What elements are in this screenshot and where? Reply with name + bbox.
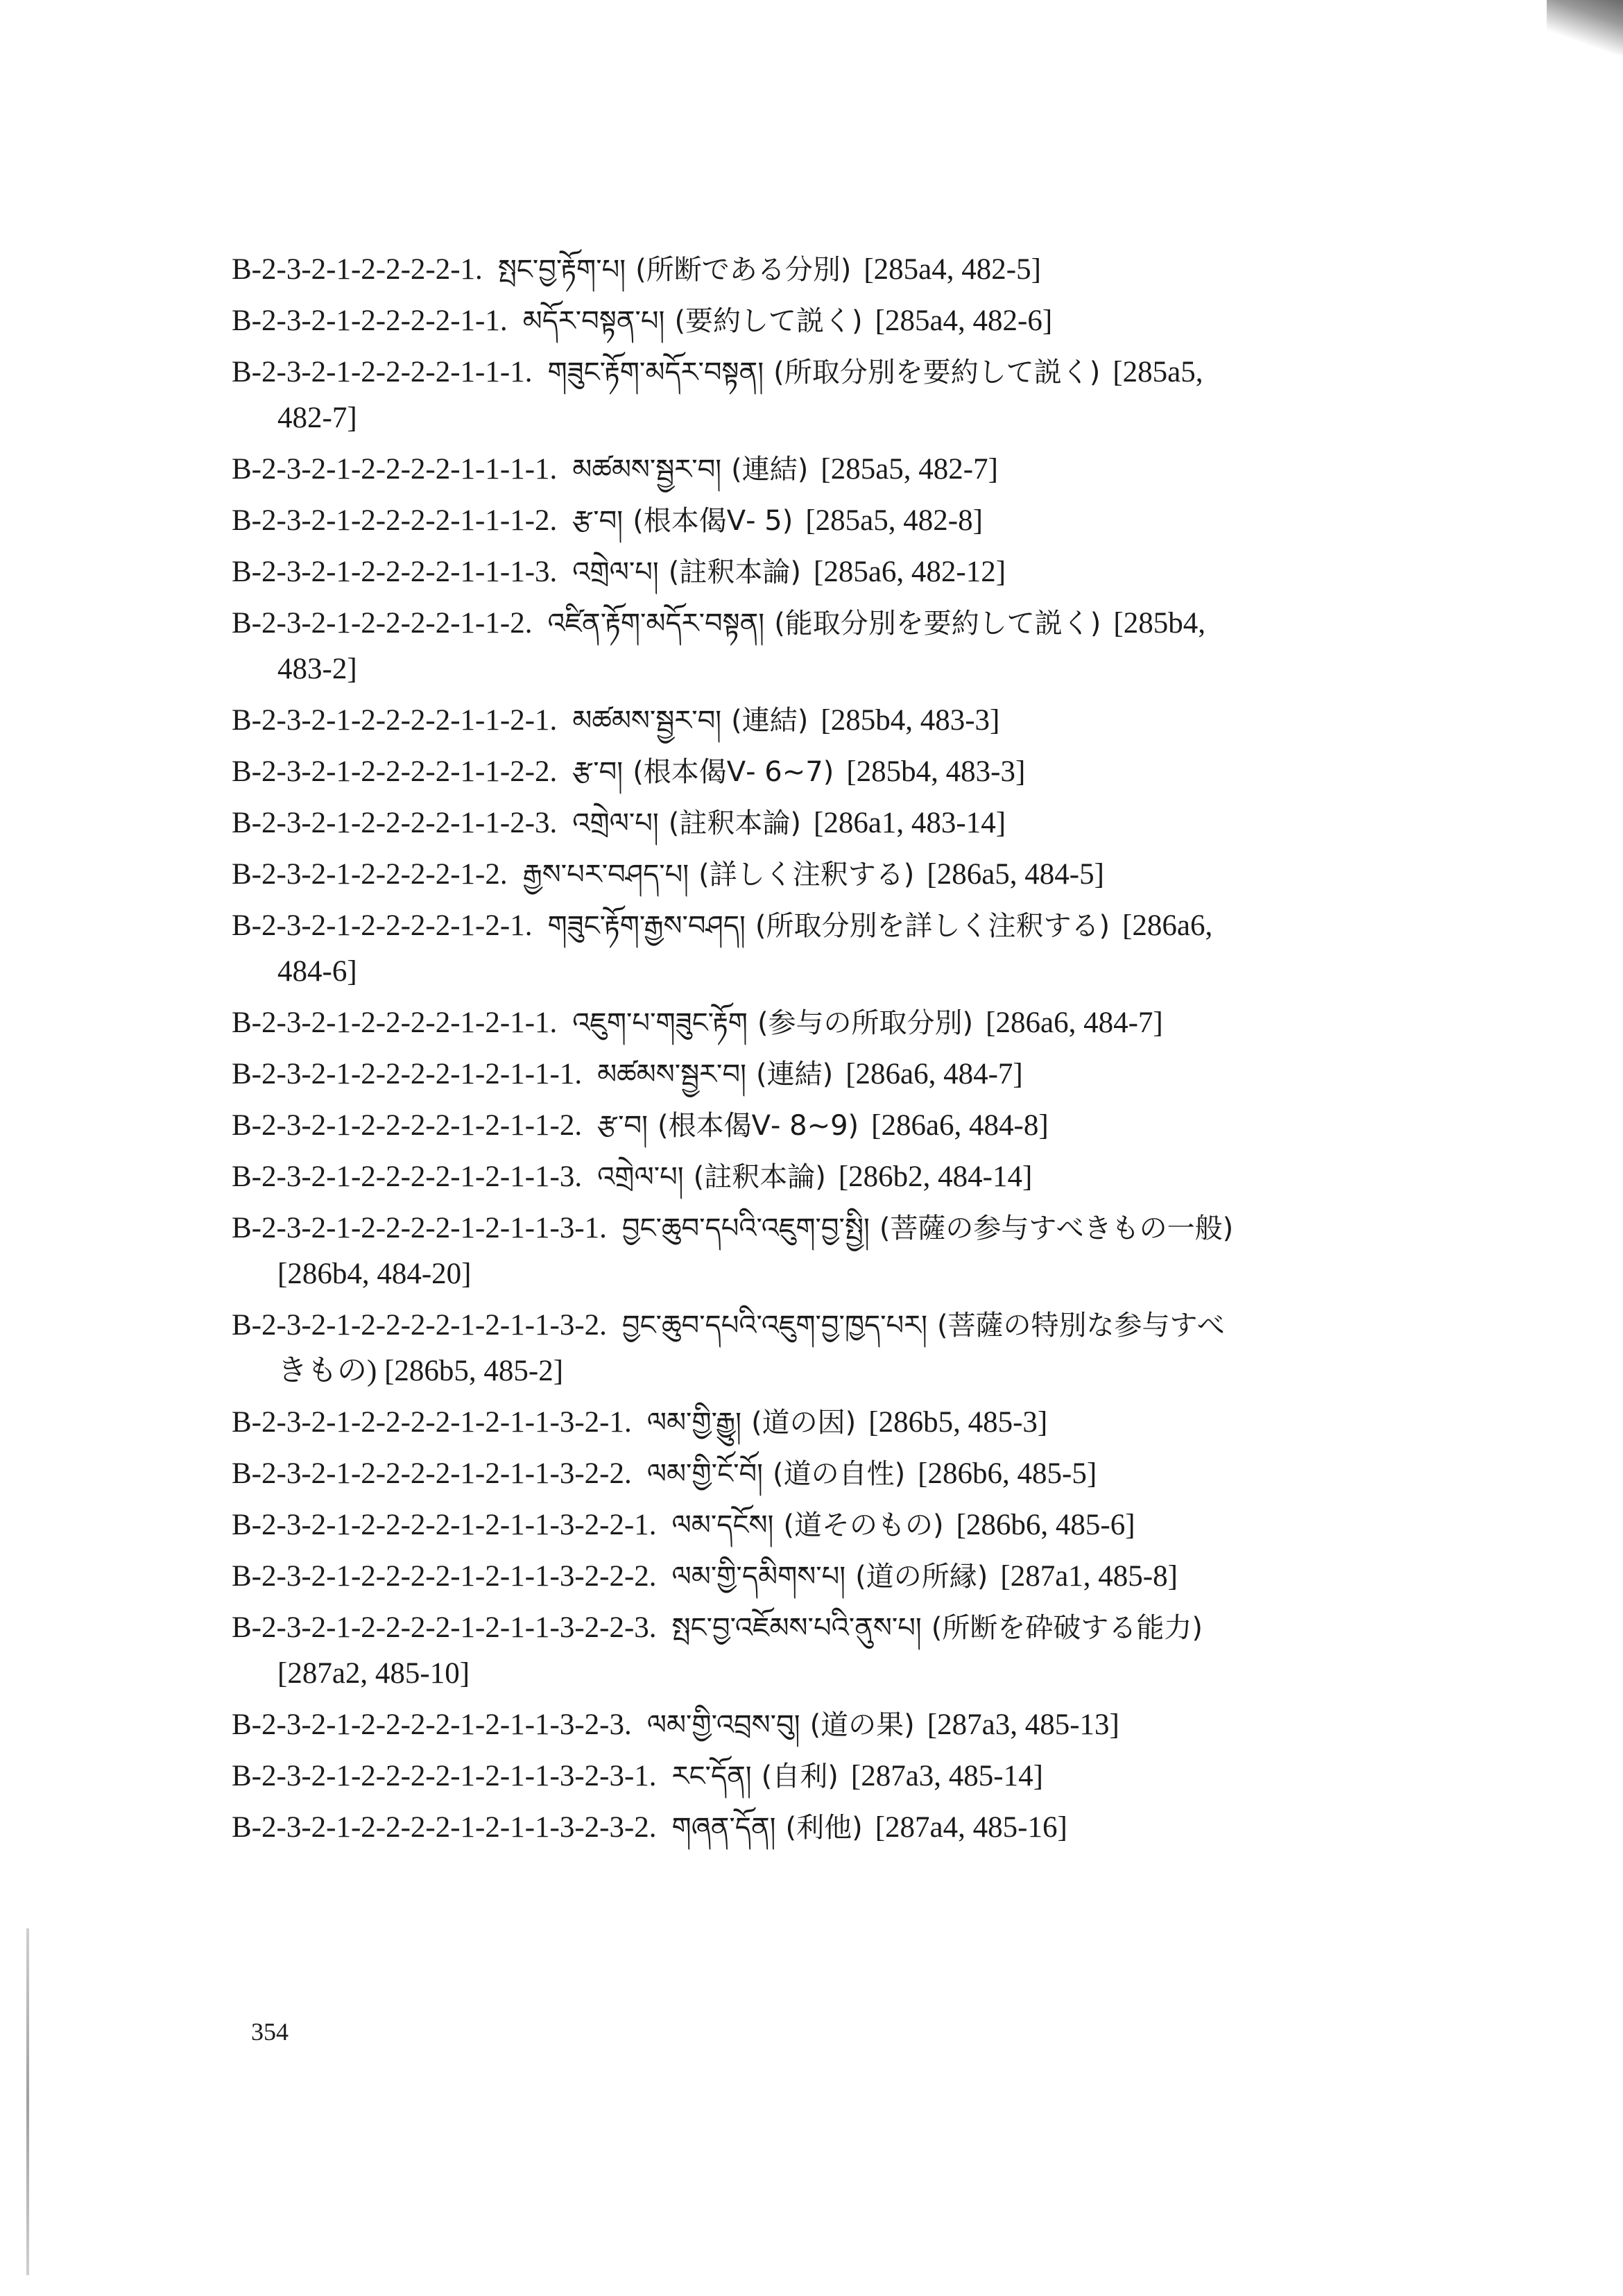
entry-tibetan: ལམ་གྱི་དམིགས་པ། [671,1561,846,1593]
entry-ref: [286b2, 484-14] [838,1160,1033,1193]
entry-code: B-2-3-2-1-2-2-2-2-1-1-2-1. [232,704,558,737]
outline-entry [232,695,1466,746]
entry-tibetan: འགྲེལ་པ། [572,807,659,839]
entry-japanese: (道そのもの) [783,1509,944,1541]
scan-edge-mark [26,1928,29,2275]
entry-ref: [287a4, 485-16] [875,1811,1067,1844]
entry-tibetan: བྱང་ཆུབ་དཔའི་འཇུག་བྱ་སྤྱི། [621,1213,870,1244]
entry-code: B-2-3-2-1-2-2-2-2-1-1-1-1. [232,453,558,486]
entry-japanese: (道の果) [809,1709,915,1741]
outline-entry [232,244,1466,295]
entry-code: B-2-3-2-1-2-2-2-2-1-1-2. [232,607,533,640]
entry-ref: [287a3, 485-14] [850,1760,1043,1792]
entry-code: B-2-3-2-1-2-2-2-2-1-1-1-2. [232,504,558,537]
entry-code: B-2-3-2-1-2-2-2-2-1-2-1. [232,909,533,942]
entry-code: B-2-3-2-1-2-2-2-2-1. [232,253,483,286]
outline-entry [232,1699,1466,1751]
outline-entry [232,1100,1466,1151]
outline-entry [232,849,1466,900]
entry-tibetan: སྤང་བྱ་རྟོག་པ། [497,254,626,286]
entry-ref: [286a5, 484-5] [927,858,1104,891]
entry-ref: [286b6, 485-6] [956,1509,1135,1541]
entry-code: B-2-3-2-1-2-2-2-2-1-1-2-3. [232,807,558,839]
entry-ref: [285a5, 482-7] [821,453,998,486]
entry-japanese: (要約して説く) [674,305,863,337]
entry-japanese: (所断である分別) [635,254,852,286]
entry-code: B-2-3-2-1-2-2-2-2-1-1-1-3. [232,556,558,588]
outline-entry [232,1397,1466,1448]
entry-code: B-2-3-2-1-2-2-2-2-1-1. [232,305,508,337]
entry-ref: [285b4, 483-3] [821,704,1000,737]
entry-japanese: (詳しく注釈する) [698,859,915,891]
outline-entry [232,295,1466,347]
entry-japanese: (道の因) [751,1407,857,1439]
entry-ref: [285a4, 482-6] [875,305,1053,337]
entry-tibetan: རྒྱས་པར་བཤད་པ། [522,859,689,891]
entry-code: B-2-3-2-1-2-2-2-2-1-2-1-1-2. [232,1109,583,1142]
entry-japanese: (連結) [731,454,809,486]
entry-japanese: (根本偈Ⅴ- 5) [633,505,793,537]
entry-tibetan: གཞན་དོན། [671,1812,776,1844]
entry-japanese: (所取分別を詳しく注釈する) [755,910,1110,942]
entry-japanese: (菩薩の特別な参与すべ [936,1310,1225,1342]
outline-entry [232,1151,1466,1203]
entry-japanese: (能取分別を要約して説く) [774,608,1101,640]
entry-ref: [287a1, 485-8] [1000,1560,1178,1593]
entry-code: B-2-3-2-1-2-2-2-2-1-2-1-1-3-2-2-2. [232,1560,657,1593]
outline-entry [232,347,1466,444]
entry-tibetan: ལམ་གྱི་ངོ་བོ། [646,1458,764,1490]
entry-code: B-2-3-2-1-2-2-2-2-1-2-1-1-3-2-2. [232,1457,632,1490]
entry-tibetan: རྩ་བ། [597,1110,649,1142]
entry-tibetan: མཚམས་སྦྱར་བ། [572,705,722,737]
entry-japanese: (連結) [755,1059,834,1090]
outline-entry [232,900,1466,997]
entry-code: B-2-3-2-1-2-2-2-2-1-2-1-1-3-2-3-1. [232,1760,657,1792]
entry-ref: [285a5, 482-8] [805,504,983,537]
outline-entry [232,997,1466,1049]
outline-entry [232,1802,1466,1853]
outline-entry [232,1448,1466,1500]
entry-tibetan: འཇུག་པ་གཟུང་རྟོག [572,1007,748,1039]
entry-ref: [286a6, 484-7] [845,1058,1023,1090]
entry-japanese: (参与の所取分別) [757,1007,974,1039]
entry-tibetan: བྱང་ཆུབ་དཔའི་འཇུག་བྱ་ཁྱད་པར། [621,1310,927,1342]
entry-japanese: (根本偈Ⅴ- 6~7) [633,756,834,788]
entry-code: B-2-3-2-1-2-2-2-2-1-2-1-1. [232,1006,558,1039]
outline-entry [232,1551,1466,1602]
entry-japanese: (菩薩の参与すべきもの一般) [879,1213,1234,1244]
entry-code: B-2-3-2-1-2-2-2-2-1-1-1. [232,356,533,388]
entry-tibetan: ལམ་དངོས། [671,1509,774,1541]
entry-japanese: (所取分別を要約して説く) [773,357,1101,388]
entry-code: B-2-3-2-1-2-2-2-2-1-2-1-1-3-2-3. [232,1708,632,1741]
entry-tibetan: མདོར་བསྟན་པ། [522,305,665,337]
entry-code: B-2-3-2-1-2-2-2-2-1-2-1-1-3-1. [232,1212,607,1244]
entry-tibetan: ལམ་གྱི་འབྲས་བུ། [646,1709,800,1741]
entry-continuation: きもの) [286b5, 485-2] [277,1355,564,1387]
page-number: 354 [251,2018,289,2046]
outline-entry [232,1049,1466,1100]
entry-tibetan: འགྲེལ་པ། [572,556,659,588]
entry-tibetan: གཟུང་རྟོག་མདོར་བསྟན། [547,357,764,388]
entry-tibetan: མཚམས་སྦྱར་བ། [597,1059,746,1090]
outline-entry [232,598,1466,695]
entry-japanese: (註釈本論) [668,556,802,588]
entry-code: B-2-3-2-1-2-2-2-2-1-1-2-2. [232,755,558,788]
outline-entry [232,547,1466,598]
entry-code: B-2-3-2-1-2-2-2-2-1-2-1-1-3. [232,1160,583,1193]
entry-continuation: 484-6] [277,955,357,988]
entry-code: B-2-3-2-1-2-2-2-2-1-2-1-1-3-2-1. [232,1406,632,1439]
outline-entry [232,1500,1466,1551]
entry-ref: [285a6, 482-12] [814,556,1006,588]
outline-entry [232,746,1466,798]
scan-corner-shadow [1547,0,1623,55]
entry-ref: [285a5, [1113,356,1203,388]
entry-code: B-2-3-2-1-2-2-2-2-1-2. [232,858,508,891]
entry-code: B-2-3-2-1-2-2-2-2-1-2-1-1-3-2-2-3. [232,1611,657,1644]
entry-tibetan: ལམ་གྱི་རྒྱུ། [646,1407,742,1439]
entry-continuation: [286b4, 484-20] [277,1258,472,1290]
entry-japanese: (註釈本論) [693,1161,826,1193]
entry-code: B-2-3-2-1-2-2-2-2-1-2-1-1-3-2-3-2. [232,1811,657,1844]
entry-ref: [287a3, 485-13] [927,1708,1119,1741]
entry-tibetan: གཟུང་རྟོག་རྒྱས་བཤད། [547,910,746,942]
entry-japanese: (註釈本論) [668,807,802,839]
outline-entry [232,444,1466,495]
outline-entry [232,1203,1466,1300]
entry-continuation: [287a2, 485-10] [277,1657,470,1690]
entry-ref: [285b4, 483-3] [846,755,1026,788]
entry-ref: [286a6, 484-7] [986,1006,1163,1039]
entry-ref: [286a6, [1122,909,1213,942]
entry-japanese: (自利) [761,1760,839,1792]
entry-tibetan: འཛིན་རྟོག་མདོར་བསྟན། [547,608,765,640]
outline-entry [232,1300,1466,1397]
entry-tibetan: རང་དོན། [671,1760,752,1792]
outline-entry [232,1602,1466,1699]
entry-ref: [285a4, 482-5] [864,253,1041,286]
entry-tibetan: འགྲེལ་པ། [597,1161,684,1193]
entry-code: B-2-3-2-1-2-2-2-2-1-2-1-1-1. [232,1058,583,1090]
entry-japanese: (道の所縁) [855,1561,988,1593]
entry-code: B-2-3-2-1-2-2-2-2-1-2-1-1-3-2. [232,1309,607,1342]
entry-ref: [286b5, 485-3] [868,1406,1048,1439]
entry-ref: [285b4, [1113,607,1205,640]
entry-continuation: 482-7] [277,402,357,434]
outline-entry [232,798,1466,849]
outline-entry [232,495,1466,547]
entry-ref: [286a1, 483-14] [814,807,1006,839]
entry-tibetan: མཚམས་སྦྱར་བ། [572,454,722,486]
entry-japanese: (利他) [785,1812,863,1844]
entry-japanese: (根本偈Ⅴ- 8~9) [658,1110,859,1142]
entry-japanese: (連結) [731,705,809,737]
entry-tibetan: རྩ་བ། [572,505,624,537]
entry-code: B-2-3-2-1-2-2-2-2-1-2-1-1-3-2-2-1. [232,1509,657,1541]
entry-japanese: (所断を砕破する能力) [931,1612,1203,1644]
entry-tibetan: སྤང་བྱ་འཇོམས་པའི་ནུས་པ། [671,1612,922,1644]
entry-continuation: 483-2] [277,653,357,685]
entry-ref: [286a6, 484-8] [871,1109,1049,1142]
entry-japanese: (道の自性) [773,1458,906,1490]
entry-ref: [286b6, 485-5] [918,1457,1097,1490]
outline-list [232,244,1466,1853]
entry-tibetan: རྩ་བ། [572,756,624,788]
outline-entry [232,1751,1466,1802]
